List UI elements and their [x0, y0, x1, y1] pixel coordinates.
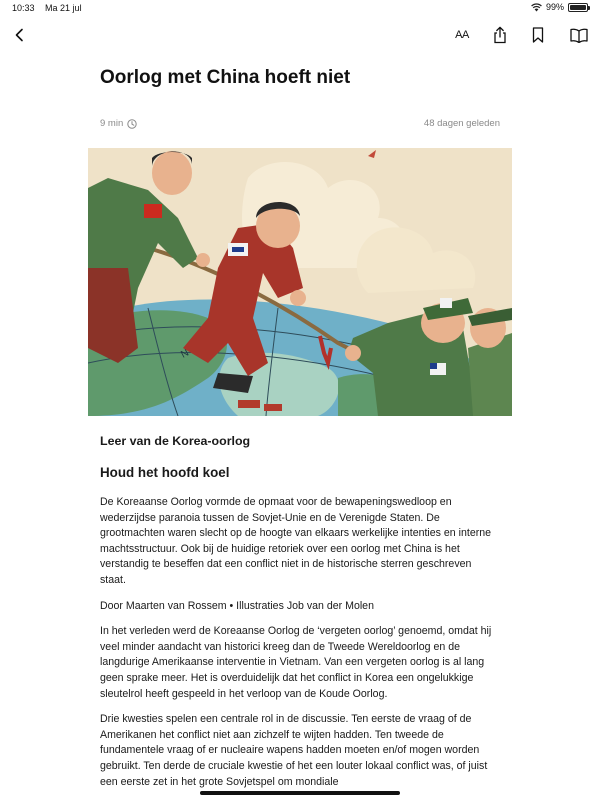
article-headline: Houd het hoofd koel — [100, 465, 230, 480]
battery-icon — [568, 3, 588, 12]
chevron-left-icon — [14, 28, 26, 42]
article-paragraph: In het verleden werd de Koreaanse Oorlog de ‘vergeten oorlog’ genoemd, omdat hij veel minder aandacht van historici kreeg dan de Tweede Wereldoorlog en de langdurige Amerikaanse interventie in Vietnam. Van een vergeten oorlog is al lang geen sprake meer. Het is overduidelijk dat het conflict in Korea een ongelukkige sleutelrol heeft gespeeld in het verloop van de Koude Oorlog. — [100, 625, 492, 700]
share-icon — [492, 26, 508, 44]
bookmark-button[interactable] — [525, 22, 551, 48]
clock-icon — [127, 119, 137, 129]
tank-shape — [264, 404, 282, 411]
toolbar — [0, 22, 600, 50]
article-body — [100, 432, 500, 800]
status-date: Ma 21 jul — [45, 3, 82, 13]
hand-shape — [196, 253, 210, 267]
text-size-label: AA — [455, 29, 469, 41]
posted-date: 48 dagen geleden — [423, 118, 500, 129]
article-title: Oorlog met China hoeft niet — [100, 67, 351, 88]
bookmark-icon — [532, 27, 544, 43]
hero-illustration — [88, 148, 512, 416]
status-left — [12, 3, 90, 13]
text-size-button[interactable] — [449, 22, 475, 48]
article-byline: Door Maarten van Rossem • Illustraties Job van der Molen — [100, 599, 374, 612]
status-time: 10:33 — [12, 3, 35, 13]
tank-shape — [238, 400, 260, 408]
share-button[interactable] — [487, 22, 513, 48]
article-paragraph: Drie kwesties spelen een centrale rol in de discussie. Ten eerste de vraag of de Amerikanen het conflict niet aan zichzelf te wijten hadden. Ten tweede de fundamentele vraag of er nucleaire wapens hadden moeten en/of mogen worden gebruikt. Ten derde de cruciale kwestie of het een louter lokaal conflict was, of juist een eerste zet in het grote Sovjetspel om mondiale — [100, 713, 488, 788]
flag-patch — [144, 204, 162, 218]
back-button[interactable] — [7, 22, 33, 48]
article-meta — [100, 118, 500, 132]
home-indicator[interactable] — [200, 791, 400, 795]
article-intro: De Koreaanse Oorlog vormde de opmaat voor de bewapeningswedloop en wederzijdse paranoia tussen de Sovjet-Unie en de Verenigde Staten. De grootmachten waren slecht op de hoogte van elkaars werkelijke intenties en interne machtsstructuur. Ook bij de huidige retoriek over een oorlog met China is het verstandig te beseffen dat een conflict niet in de historische sterren geschreven staat. — [100, 496, 492, 586]
battery-percent: 99% — [545, 2, 564, 12]
hand-shape — [290, 290, 306, 306]
head-shape — [152, 151, 192, 195]
status-bar — [0, 0, 600, 16]
battery-fill — [570, 5, 586, 10]
book-icon — [570, 28, 588, 43]
read-time-label: 9 min — [100, 118, 124, 129]
hand-shape — [345, 345, 361, 361]
status-right — [531, 2, 588, 12]
flag-patch-canton — [430, 363, 437, 369]
flag-patch-stripe — [232, 247, 244, 252]
reader-button[interactable] — [566, 22, 592, 48]
read-time — [100, 118, 137, 129]
cap-badge — [440, 298, 452, 308]
article-kicker: Leer van de Korea-oorlog — [100, 434, 251, 448]
wifi-icon — [531, 3, 542, 12]
tug-of-war-illustration — [88, 148, 512, 416]
